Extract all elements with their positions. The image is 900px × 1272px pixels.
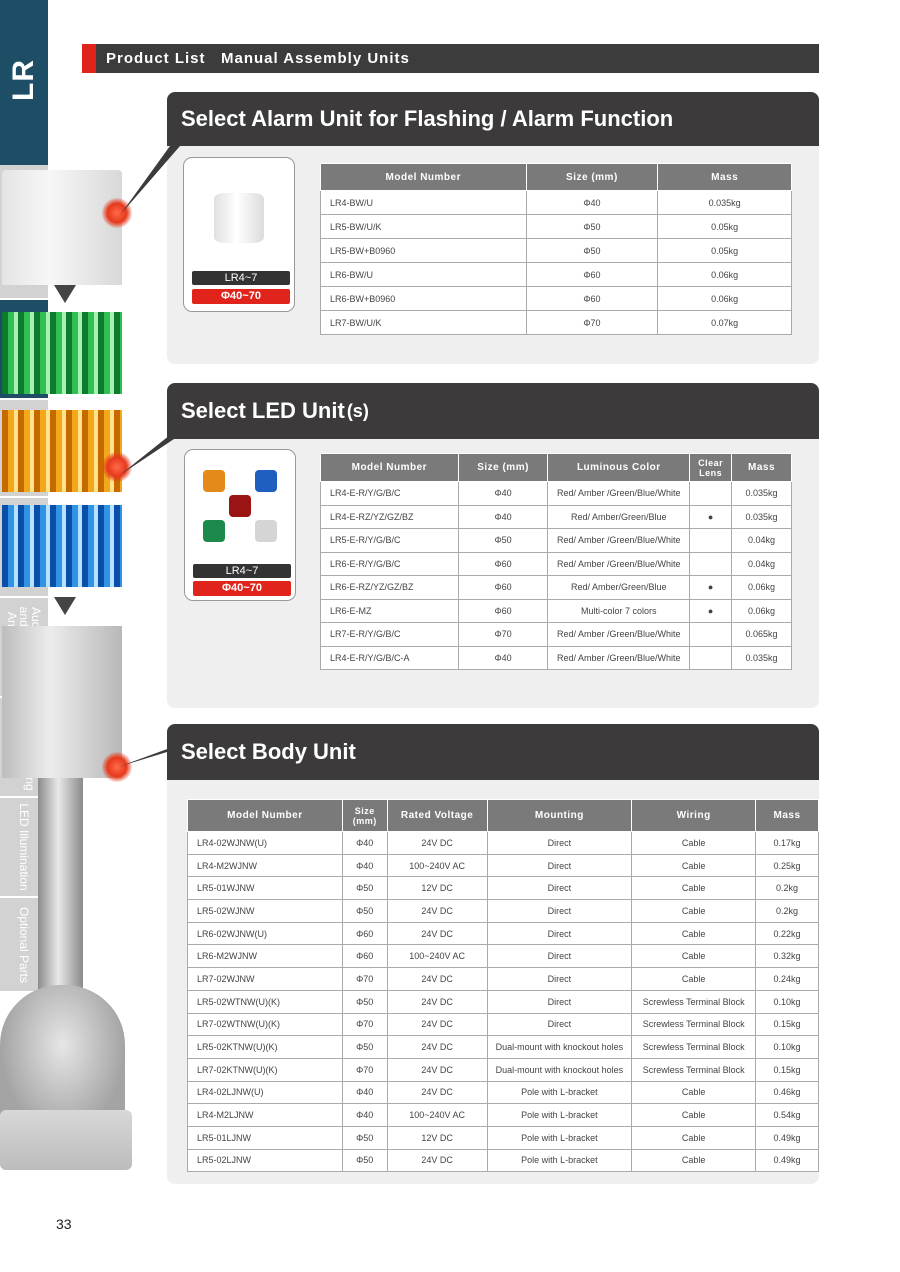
white-lens-image xyxy=(255,520,277,542)
table-cell: Φ60 xyxy=(526,287,658,311)
table-row xyxy=(188,990,819,1013)
size-label: Φ40~70 xyxy=(193,581,291,596)
table-row xyxy=(321,623,792,647)
table-row xyxy=(321,287,792,311)
table-row xyxy=(188,1149,819,1172)
table-cell: Φ40 xyxy=(458,482,548,506)
table-cell: Red/ Amber /Green/Blue/White xyxy=(548,623,690,647)
table-row xyxy=(188,1013,819,1036)
table-cell: LR5-01WJNW xyxy=(188,877,343,900)
table-row xyxy=(188,854,819,877)
table-row xyxy=(321,482,792,506)
table-cell: ● xyxy=(690,576,732,600)
table-cell: 0.05kg xyxy=(658,239,792,263)
tab-label: LED Illumination xyxy=(17,803,31,891)
table-cell: 0.2kg xyxy=(756,877,819,900)
table-cell: 0.06kg xyxy=(732,599,792,623)
table-cell: LR4-02WJNW(U) xyxy=(188,832,343,855)
table-cell: Φ40 xyxy=(342,1081,387,1104)
table-cell: Red/ Amber/Green/Blue xyxy=(548,505,690,529)
table-cell: Φ60 xyxy=(342,945,387,968)
table-cell: 0.25kg xyxy=(756,854,819,877)
table-cell: Φ70 xyxy=(342,1058,387,1081)
table-cell: ● xyxy=(690,505,732,529)
table-cell: Φ40 xyxy=(458,646,548,670)
page-header xyxy=(82,44,819,73)
table-cell: 0.24kg xyxy=(756,968,819,991)
table-cell: 0.10kg xyxy=(756,1036,819,1059)
table-cell: Direct xyxy=(487,854,632,877)
led-section-title xyxy=(167,383,819,439)
table-row xyxy=(321,529,792,553)
body-pointer xyxy=(110,745,180,775)
table-cell: Cable xyxy=(632,1104,756,1127)
alarm-section-title: Select Alarm Unit for Flashing / Alarm Function xyxy=(167,92,819,146)
col-header: Model Number xyxy=(321,164,527,191)
table-row xyxy=(188,1058,819,1081)
table-cell: 0.06kg xyxy=(732,576,792,600)
led-unit-thumbnail xyxy=(184,449,296,601)
table-cell: 0.17kg xyxy=(756,832,819,855)
table-cell: Pole with L-bracket xyxy=(487,1104,632,1127)
led-title-text: Select LED Unit xyxy=(181,398,345,423)
table-cell: 0.06kg xyxy=(658,287,792,311)
table-row xyxy=(188,1104,819,1127)
table-cell: Φ50 xyxy=(342,900,387,923)
table-cell: LR7-02KTNW(U)(K) xyxy=(188,1058,343,1081)
body-unit-image xyxy=(2,626,122,778)
table-row xyxy=(321,239,792,263)
col-header: Rated Voltage xyxy=(387,800,487,832)
col-header: Mass xyxy=(756,800,819,832)
size-label: Φ40~70 xyxy=(192,289,290,304)
table-cell: 0.2kg xyxy=(756,900,819,923)
table-cell: Φ40 xyxy=(526,191,658,215)
table-cell: 24V DC xyxy=(387,990,487,1013)
table-cell: Φ50 xyxy=(342,1149,387,1172)
table-cell: Φ40 xyxy=(342,1104,387,1127)
table-cell: Φ40 xyxy=(342,854,387,877)
table-row xyxy=(188,945,819,968)
table-cell: LR5-BW+B0960 xyxy=(321,239,527,263)
table-cell: 0.035kg xyxy=(658,191,792,215)
body-table xyxy=(187,799,819,1172)
table-cell: LR6-BW+B0960 xyxy=(321,287,527,311)
table-row xyxy=(321,215,792,239)
table-cell: LR7-02WJNW xyxy=(188,968,343,991)
table-row xyxy=(321,505,792,529)
table-cell: Dual-mount with knockout holes xyxy=(487,1036,632,1059)
table-row xyxy=(321,576,792,600)
table-cell: 24V DC xyxy=(387,1149,487,1172)
table-cell: Cable xyxy=(632,968,756,991)
table-cell: 0.32kg xyxy=(756,945,819,968)
col-header: Size (mm) xyxy=(342,800,387,832)
table-cell: LR6-E-RZ/YZ/GZ/BZ xyxy=(321,576,459,600)
range-label: LR4~7 xyxy=(192,271,290,285)
table-cell: 0.05kg xyxy=(658,215,792,239)
arrow-down-icon xyxy=(54,285,76,303)
col-header: Model Number xyxy=(321,454,459,482)
table-row xyxy=(188,1126,819,1149)
table-cell: Φ50 xyxy=(342,877,387,900)
amber-led-unit-image xyxy=(2,410,122,492)
table-cell: LR5-02WTNW(U)(K) xyxy=(188,990,343,1013)
blue-lens-image xyxy=(255,470,277,492)
table-cell: Pole with L-bracket xyxy=(487,1081,632,1104)
table-cell: 0.15kg xyxy=(756,1058,819,1081)
green-led-unit-image xyxy=(2,312,122,394)
table-cell: LR4-E-R/Y/G/B/C xyxy=(321,482,459,506)
body-section-title: Select Body Unit xyxy=(167,724,819,780)
range-label: LR4~7 xyxy=(193,564,291,578)
table-cell xyxy=(690,552,732,576)
table-cell: Red/ Amber /Green/Blue/White xyxy=(548,552,690,576)
table-cell xyxy=(690,646,732,670)
table-cell: 0.49kg xyxy=(756,1126,819,1149)
table-cell: 24V DC xyxy=(387,922,487,945)
table-cell: 0.06kg xyxy=(658,263,792,287)
table-cell: Cable xyxy=(632,922,756,945)
table-cell: 0.07kg xyxy=(658,311,792,335)
table-cell xyxy=(690,623,732,647)
table-cell: 12V DC xyxy=(387,877,487,900)
led-table xyxy=(320,453,792,670)
col-header: Mass xyxy=(732,454,792,482)
table-row xyxy=(321,552,792,576)
led-pointer xyxy=(110,430,180,480)
col-header: Mounting xyxy=(487,800,632,832)
table-cell: Φ40 xyxy=(342,832,387,855)
table-cell: Φ70 xyxy=(342,968,387,991)
table-cell: 0.035kg xyxy=(732,646,792,670)
page-title: Product List Manual Assembly Units xyxy=(106,50,410,67)
table-cell: LR7-02WTNW(U)(K) xyxy=(188,1013,343,1036)
table-row xyxy=(321,311,792,335)
table-cell: LR4-BW/U xyxy=(321,191,527,215)
series-label: LR xyxy=(7,59,40,101)
table-cell: 0.54kg xyxy=(756,1104,819,1127)
table-cell: LR5-02KTNW(U)(K) xyxy=(188,1036,343,1059)
table-cell: Direct xyxy=(487,877,632,900)
alarm-cap-image xyxy=(214,193,264,243)
alarm-unit-image xyxy=(2,170,122,285)
table-cell: Red/ Amber /Green/Blue/White xyxy=(548,646,690,670)
red-lens-image xyxy=(229,495,251,517)
table-cell: LR5-BW/U/K xyxy=(321,215,527,239)
table-cell: 0.10kg xyxy=(756,990,819,1013)
table-cell: LR7-E-R/Y/G/B/C xyxy=(321,623,459,647)
table-cell: Direct xyxy=(487,968,632,991)
alarm-table xyxy=(320,163,792,335)
table-cell: Red/ Amber/Green/Blue xyxy=(548,576,690,600)
table-cell: ● xyxy=(690,599,732,623)
col-header: Mass xyxy=(658,164,792,191)
table-cell: LR5-02LJNW xyxy=(188,1149,343,1172)
amber-lens-image xyxy=(203,470,225,492)
col-header: Model Number xyxy=(188,800,343,832)
table-cell: Φ50 xyxy=(526,215,658,239)
table-cell: Direct xyxy=(487,1013,632,1036)
alarm-unit-thumbnail xyxy=(183,157,295,312)
table-cell: LR6-BW/U xyxy=(321,263,527,287)
table-cell: 100~240V AC xyxy=(387,854,487,877)
tab-label: Optional Parts xyxy=(17,906,31,983)
page-number: 33 xyxy=(56,1216,72,1232)
table-cell: Cable xyxy=(632,900,756,923)
table-cell: Φ70 xyxy=(458,623,548,647)
table-cell: 100~240V AC xyxy=(387,945,487,968)
table-cell: 0.15kg xyxy=(756,1013,819,1036)
table-cell: Cable xyxy=(632,1081,756,1104)
table-row xyxy=(321,191,792,215)
table-cell: 0.035kg xyxy=(732,505,792,529)
table-cell: LR4-02LJNW(U) xyxy=(188,1081,343,1104)
table-cell: Cable xyxy=(632,877,756,900)
table-cell: 24V DC xyxy=(387,1013,487,1036)
col-header: Luminous Color xyxy=(548,454,690,482)
table-row xyxy=(188,877,819,900)
arrow-down-icon xyxy=(54,597,76,615)
table-cell: Φ70 xyxy=(526,311,658,335)
table-cell: Φ50 xyxy=(526,239,658,263)
table-cell: Cable xyxy=(632,1149,756,1172)
col-header: Size (mm) xyxy=(458,454,548,482)
table-cell: Red/ Amber /Green/Blue/White xyxy=(548,529,690,553)
table-cell: LR4-E-R/Y/G/B/C-A xyxy=(321,646,459,670)
table-cell: 24V DC xyxy=(387,832,487,855)
table-cell: LR4-M2LJNW xyxy=(188,1104,343,1127)
table-row xyxy=(188,922,819,945)
table-cell: LR5-01LJNW xyxy=(188,1126,343,1149)
table-cell: 0.065kg xyxy=(732,623,792,647)
col-header: Size (mm) xyxy=(526,164,658,191)
table-cell: Screwless Terminal Block xyxy=(632,1036,756,1059)
table-cell: LR4-E-RZ/YZ/GZ/BZ xyxy=(321,505,459,529)
table-cell: 24V DC xyxy=(387,1058,487,1081)
signal-tower-illustration xyxy=(0,160,135,1180)
table-cell: 24V DC xyxy=(387,1081,487,1104)
table-cell: Φ60 xyxy=(458,552,548,576)
table-cell xyxy=(690,482,732,506)
table-cell: Φ50 xyxy=(342,990,387,1013)
table-row xyxy=(321,263,792,287)
table-cell: 24V DC xyxy=(387,1036,487,1059)
table-cell: Φ50 xyxy=(342,1036,387,1059)
table-cell: Pole with L-bracket xyxy=(487,1126,632,1149)
table-row xyxy=(321,599,792,623)
table-row xyxy=(188,900,819,923)
table-cell: LR5-02WJNW xyxy=(188,900,343,923)
table-cell: Dual-mount with knockout holes xyxy=(487,1058,632,1081)
table-cell: Direct xyxy=(487,990,632,1013)
table-cell: Screwless Terminal Block xyxy=(632,990,756,1013)
blue-led-unit-image xyxy=(2,505,122,587)
table-cell: Multi-color 7 colors xyxy=(548,599,690,623)
green-lens-image xyxy=(203,520,225,542)
table-cell: LR4-M2WJNW xyxy=(188,854,343,877)
table-cell: LR6-M2WJNW xyxy=(188,945,343,968)
col-header: Wiring xyxy=(632,800,756,832)
table-cell: Direct xyxy=(487,832,632,855)
table-cell: LR6-E-MZ xyxy=(321,599,459,623)
table-cell: LR7-BW/U/K xyxy=(321,311,527,335)
table-cell: Red/ Amber /Green/Blue/White xyxy=(548,482,690,506)
table-cell: LR5-E-R/Y/G/B/C xyxy=(321,529,459,553)
table-cell: Φ40 xyxy=(458,505,548,529)
series-tab xyxy=(0,0,48,165)
table-cell: Direct xyxy=(487,945,632,968)
table-cell: 100~240V AC xyxy=(387,1104,487,1127)
table-cell: Φ60 xyxy=(458,576,548,600)
table-cell: Φ70 xyxy=(342,1013,387,1036)
table-cell: Direct xyxy=(487,900,632,923)
table-cell: Cable xyxy=(632,854,756,877)
table-cell: LR6-02WJNW(U) xyxy=(188,922,343,945)
foot-image xyxy=(0,1110,132,1170)
table-cell xyxy=(690,529,732,553)
table-cell: Screwless Terminal Block xyxy=(632,1013,756,1036)
table-cell: 0.46kg xyxy=(756,1081,819,1104)
table-cell: Cable xyxy=(632,832,756,855)
table-row xyxy=(188,832,819,855)
header-accent xyxy=(82,44,96,73)
table-cell: Direct xyxy=(487,922,632,945)
table-row xyxy=(188,1036,819,1059)
table-cell: Φ50 xyxy=(342,1126,387,1149)
table-cell: Φ60 xyxy=(342,922,387,945)
table-cell: Φ60 xyxy=(458,599,548,623)
table-cell: Φ60 xyxy=(526,263,658,287)
table-cell: 0.04kg xyxy=(732,529,792,553)
table-cell: Cable xyxy=(632,1126,756,1149)
table-cell: Pole with L-bracket xyxy=(487,1149,632,1172)
table-cell: Cable xyxy=(632,945,756,968)
table-cell: 24V DC xyxy=(387,968,487,991)
col-header: Clear Lens xyxy=(690,454,732,482)
table-row xyxy=(188,1081,819,1104)
table-cell: Φ50 xyxy=(458,529,548,553)
table-row xyxy=(188,968,819,991)
table-cell: Screwless Terminal Block xyxy=(632,1058,756,1081)
table-cell: 12V DC xyxy=(387,1126,487,1149)
table-cell: 0.22kg xyxy=(756,922,819,945)
alarm-pointer xyxy=(110,140,180,220)
table-row xyxy=(321,646,792,670)
table-cell: 0.49kg xyxy=(756,1149,819,1172)
table-cell: 24V DC xyxy=(387,900,487,923)
table-cell: 0.04kg xyxy=(732,552,792,576)
led-title-suffix: (s) xyxy=(346,400,369,421)
table-cell: LR6-E-R/Y/G/B/C xyxy=(321,552,459,576)
table-cell: 0.035kg xyxy=(732,482,792,506)
